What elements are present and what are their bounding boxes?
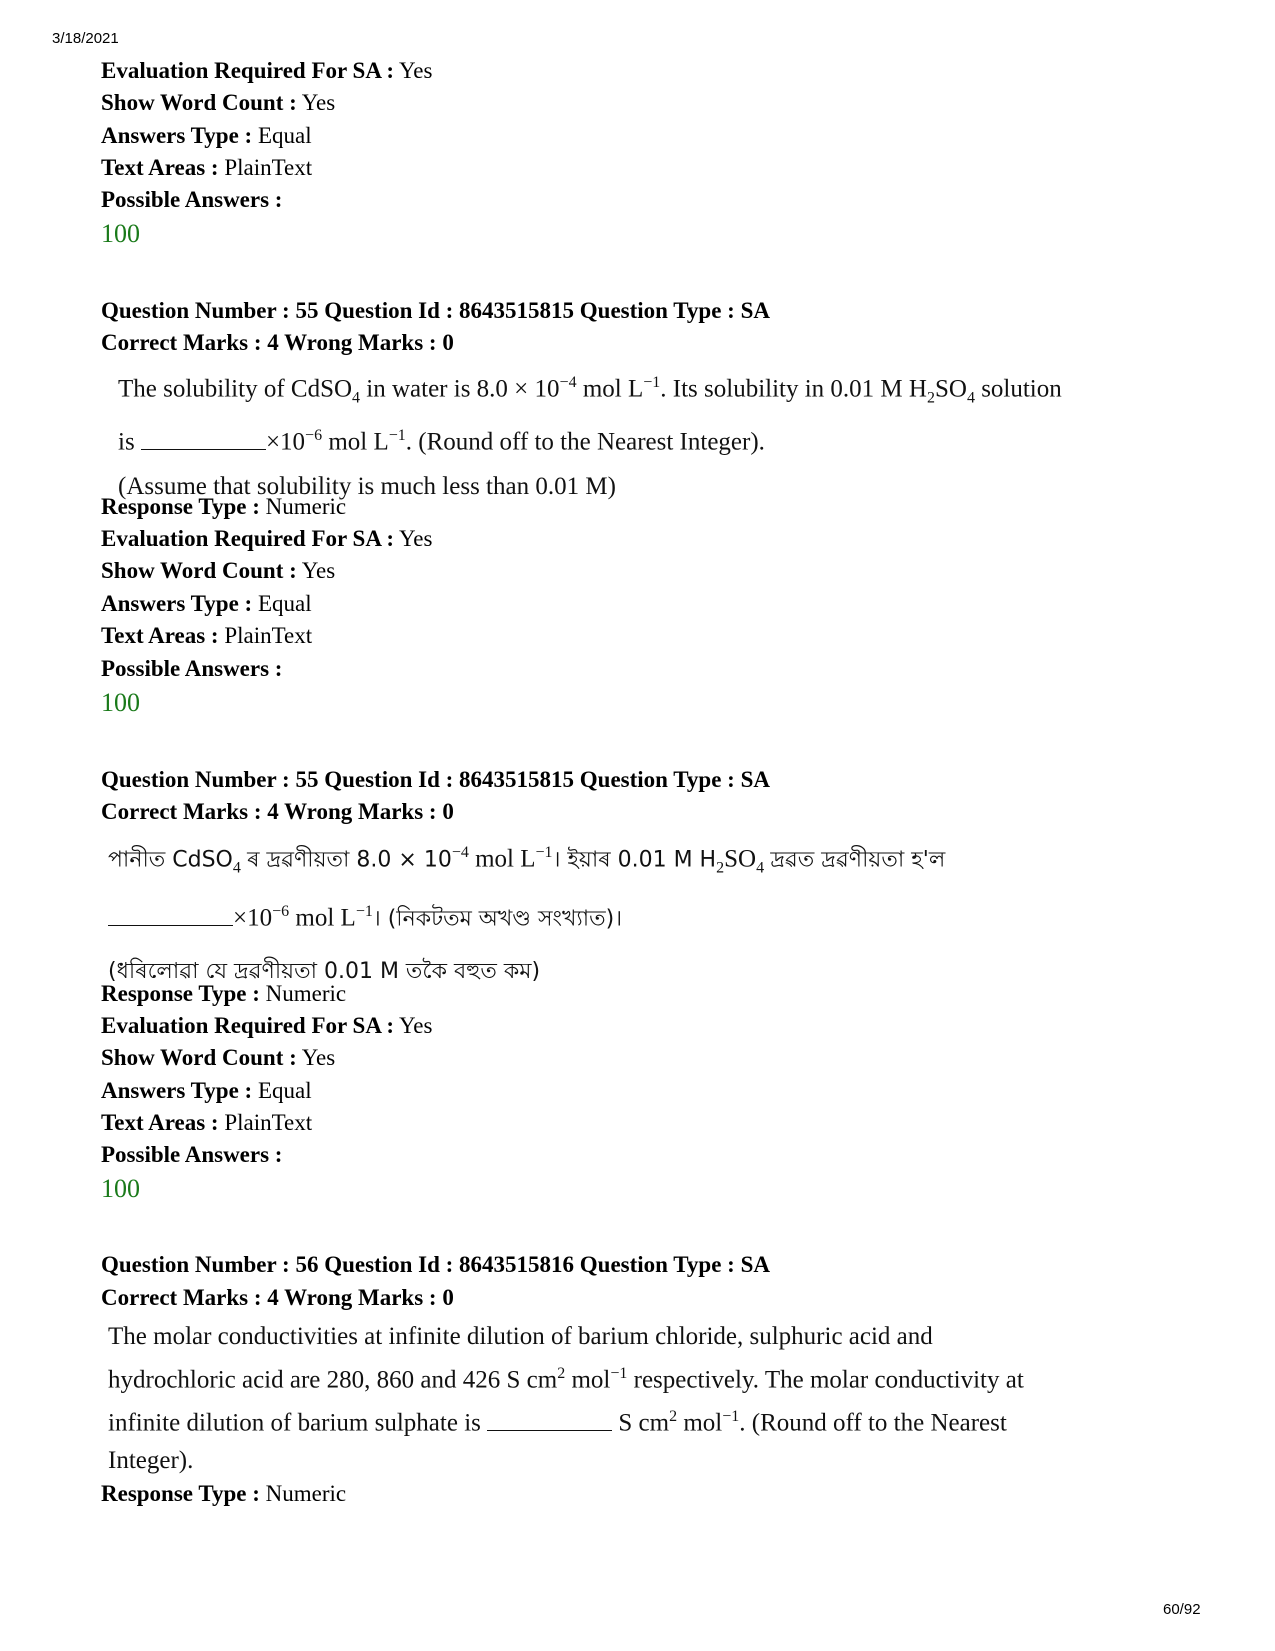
- question-marks: Correct Marks : 4 Wrong Marks : 0: [101, 1285, 454, 1310]
- question-marks: Correct Marks : 4 Wrong Marks : 0: [101, 330, 454, 355]
- show-word-count-row: Show Word Count : Yes: [101, 1045, 336, 1070]
- possible-answer-value: 100: [101, 1174, 140, 1203]
- possible-answers-label: Possible Answers :: [101, 1142, 283, 1167]
- answer-blank: [108, 903, 233, 926]
- answers-type-row: Answers Type : Equal: [101, 1078, 312, 1103]
- evaluation-required-row: Evaluation Required For SA : Yes: [101, 1013, 433, 1038]
- possible-answers-label: Possible Answers :: [101, 656, 283, 681]
- text-areas-row: Text Areas : PlainText: [101, 155, 313, 180]
- page-number: 60/92: [1163, 1601, 1201, 1618]
- answers-type-row: Answers Type : Equal: [101, 591, 312, 616]
- text-areas-row: Text Areas : PlainText: [101, 623, 313, 648]
- answers-type-row: Answers Type : Equal: [101, 123, 312, 148]
- response-type-row: Response Type : Numeric: [101, 981, 347, 1006]
- possible-answer-value: 100: [101, 219, 140, 248]
- question-header: Question Number : 55 Question Id : 8643515815 Question Type : SA: [101, 767, 770, 792]
- evaluation-required-row: Evaluation Required For SA : Yes: [101, 58, 433, 83]
- show-word-count-row: Show Word Count : Yes: [101, 90, 336, 115]
- response-type-row: Response Type : Numeric: [101, 494, 347, 519]
- answer-blank: [141, 427, 266, 450]
- response-type-row: Response Type : Numeric: [101, 1481, 347, 1506]
- evaluation-required-row: Evaluation Required For SA : Yes: [101, 526, 433, 551]
- question-header: Question Number : 55 Question Id : 8643515815 Question Type : SA: [101, 298, 770, 323]
- answer-blank: [487, 1408, 612, 1431]
- possible-answer-value: 100: [101, 688, 140, 717]
- question-text: The molar conductivities at infinite dilution of barium chloride, sulphuric acid and hydrochloric acid are 280, 860 and 426 S $cm^2$ mol$^{-1}$ respectively. The molar conductivity at infinite dilution of barium sulphate is S $cm^2$ mol$^{-1}$. (Round off to the Nearest Integer).: [108, 1323, 1024, 1474]
- question-text: The solubility of CdSO$_4$ in water is $8.0 \times 10^{-4}$ mol $L^{-1}$. Its solubility in 0.01 M $H_2SO_4$ solution is $\times 10^{-6}$ mol $L^{-1}$. (Round off to the Nearest Integer). (Assume that solubility is much less than 0.01 M): [118, 374, 1062, 500]
- print-date: 3/18/2021: [52, 30, 119, 47]
- question-header: Question Number : 56 Question Id : 8643515816 Question Type : SA: [101, 1252, 770, 1277]
- text-areas-row: Text Areas : PlainText: [101, 1110, 313, 1135]
- show-word-count-row: Show Word Count : Yes: [101, 558, 336, 583]
- question-marks: Correct Marks : 4 Wrong Marks : 0: [101, 799, 454, 824]
- question-text-assamese: পানীত CdSO$_4$ ৰ দ্ৰৱণীয়তা $8.0 \times 10^{-4}$ mol $L^{-1}।$ ইয়াৰ 0.01 M $H_2SO_4$ দ্ৰৱত দ্ৰৱণীয়তা হ'ল $\times 10^{-6}$ mol $L^{-1}।$ (নিকটতম অখণ্ড সংখ্যাত)। (ধৰিলোৱা যে দ্ৰৱণীয়তা 0.01 M তকৈ বহুত কম): [108, 844, 946, 984]
- possible-answers-label: Possible Answers :: [101, 187, 283, 212]
